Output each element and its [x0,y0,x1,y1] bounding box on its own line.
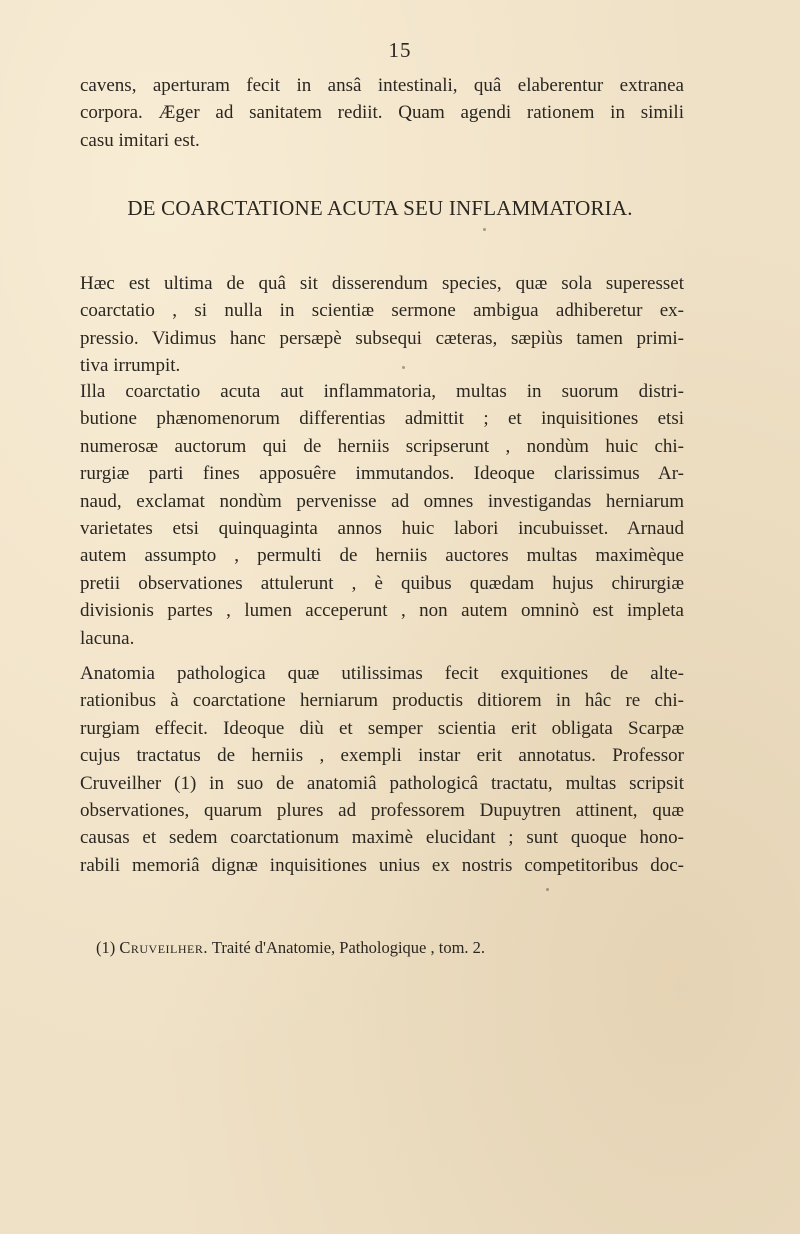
text-line: tiva irrumpit. [80,355,181,377]
page-number: 15 [388,38,412,62]
text-line: numerosæ auctorum qui de herniis scripserunt , nondùm huic chi- [80,435,684,457]
footnote-author: Cruveilher. [119,938,208,957]
text-line: cujus tractatus de herniis , exempli instar erit annotatus. Professor [80,745,684,767]
paper-speck [546,888,549,891]
text-line: observationes, quarum plures ad professorem Dupuytren attinent, quæ [80,800,684,822]
text-line: casu imitari est. [80,129,200,151]
text-line: divisionis partes , lumen acceperunt , non autem omninò est impleta [80,600,684,622]
text-line: rurgiam effecit. Ideoque diù et semper scientia erit obligata Scarpæ [80,717,684,739]
section-heading: DE COARCTATIONE ACUTA SEU INFLAMMATORIA. [127,196,633,220]
text-line: Anatomia pathologica quæ utilissimas fecit exquitiones de alte- [80,663,684,684]
text-line: pretii observationes attulerunt , è quibus quædam hujus chirurgiæ [80,572,684,594]
text-line: butione phænomenorum differentias admittit ; et inquisitiones etsi [80,408,684,430]
text-line: Hæc est ultima de quâ sit disserendum species, quæ sola superesset [80,273,684,294]
footnote-text: Traité d'Anatomie, Pathologique , tom. 2. [211,938,486,957]
text-line: Cruveilher (1) in suo de anatomiâ pathologicâ tractatu, multas scripsit [80,772,684,794]
text-line: coarctatio , si nulla in scientiæ sermone ambigua adhiberetur ex- [80,300,684,322]
text-line: rabili memoriâ dignæ inquisitiones unius ex nostris competitoribus doc- [80,854,684,876]
text-line: rationibus à coarctatione herniarum productis ditiorem in hâc re chi- [80,690,684,712]
text-line: cavens, aperturam fecit in ansâ intestinali, quâ elaberentur extranea [80,75,684,96]
text-line: varietates etsi quinquaginta annos huic labori incubuisset. Arnaud [80,518,684,540]
paragraph-2 [80,378,684,652]
intro-paragraph [80,72,684,154]
text-line: pressio. Vidimus hanc persæpè subsequi cæteras, sæpiùs tamen primi- [80,327,684,349]
paragraph-1 [80,270,684,380]
text-line: rurgiæ parti fines apposuêre immutandos. Ideoque clarissimus Ar- [80,463,684,485]
paper-speck [483,228,486,231]
text-line: causas et sedem coarctationum maximè elucidant ; sunt quoque hono- [80,827,684,849]
footnote-marker: (1) [96,938,116,957]
text-line: corpora. Æger ad sanitatem rediit. Quam agendi rationem in simili [80,102,684,124]
paper-speck [402,366,405,369]
text-line: Illa coarctatio acuta aut inflammatoria, multas in suorum distri- [80,381,684,402]
text-line: naud, exclamat nondùm pervenisse ad omnes investigandas herniarum [80,490,684,512]
footnote [96,938,485,958]
paragraph-3 [80,660,684,879]
text-line: autem assumpto , permulti de herniis auctores multas maximèque [80,545,684,567]
text-line: lacuna. [80,627,135,649]
